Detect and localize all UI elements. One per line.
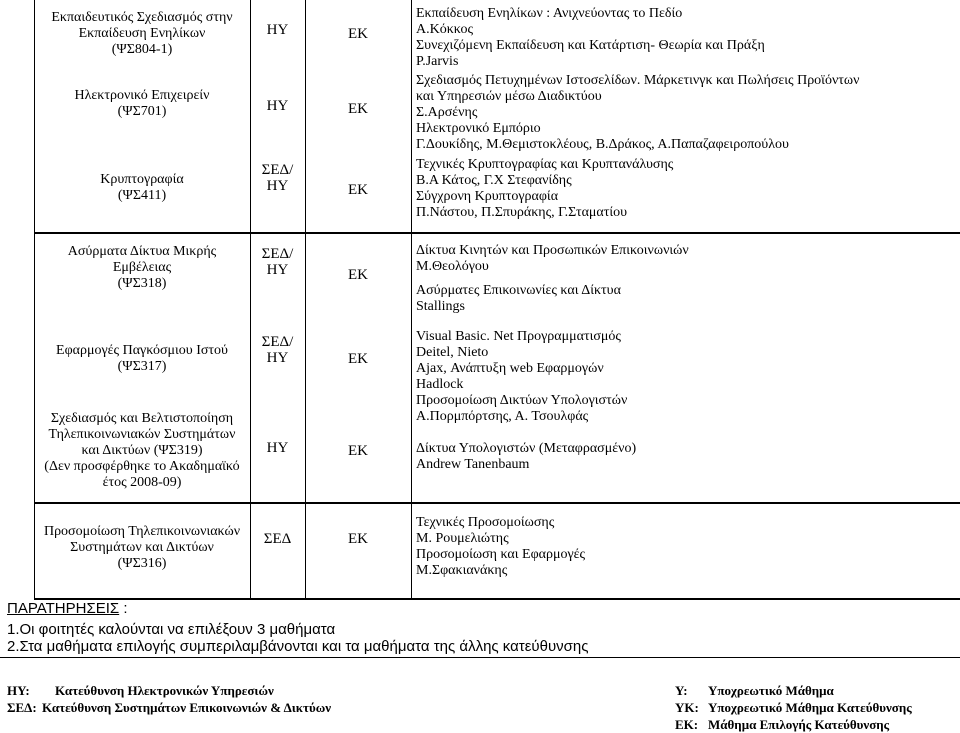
course-name-line: Συστημάτων και Δικτύων — [70, 540, 214, 555]
course-name — [36, 343, 248, 375]
grid-line — [411, 0, 412, 232]
course-books-line: Stallings — [416, 299, 466, 314]
course-name-line: Εφαρμογές Παγκόσμιου Ιστού — [56, 343, 228, 358]
course-name — [36, 524, 248, 572]
course-name-line: (Δεν προσφέρθηκε το Ακαδημαϊκό — [44, 459, 240, 474]
course-name-line: (ΨΣ804-1) — [111, 42, 173, 57]
course-books-line: Ajax, Ανάπτυξη web Εφαρμογών — [416, 361, 604, 376]
notes-divider — [0, 657, 960, 658]
note-1-text: Οι φοιτητές καλούνται να επιλέξουν 3 μαθήματα — [19, 621, 336, 638]
legend-ek — [675, 716, 889, 733]
course-books — [416, 243, 957, 315]
course-type: ΕΚ — [348, 182, 368, 198]
course-books — [416, 441, 957, 473]
legend-y-value: Υποχρεωτικό Μάθημα — [708, 683, 834, 698]
legend-hy — [7, 682, 274, 699]
course-name — [36, 244, 248, 292]
grid-line — [34, 0, 35, 232]
legend-hy-key: ΗΥ: — [7, 683, 30, 698]
course-books — [416, 73, 957, 153]
legend-sed — [7, 699, 331, 716]
course-track-line: ΣΕΔ/ — [261, 162, 294, 178]
course-type: ΕΚ — [348, 351, 368, 367]
course-track-line: ΗΥ — [266, 178, 289, 194]
course-books-line: Α.Πορμπόρτσης, Α. Τσουλφάς — [416, 409, 589, 424]
grid-line — [305, 232, 306, 502]
course-type: ΕΚ — [348, 267, 368, 283]
course-track — [252, 440, 303, 456]
course-name-line: (ΨΣ317) — [117, 359, 167, 374]
course-name-line: Εκπαίδευση Ενηλίκων — [78, 26, 206, 41]
course-track — [252, 98, 303, 114]
course-name — [36, 88, 248, 120]
course-name-line: Ασύρματα Δίκτυα Μικρής — [67, 244, 217, 259]
course-name-line: Τηλεπικοινωνιακών Συστημάτων — [48, 427, 236, 442]
course-track — [252, 22, 303, 38]
course-books-line: Δίκτυα Υπολογιστών (Μεταφρασμένο) — [416, 441, 637, 456]
course-name-line: (ΨΣ701) — [117, 104, 167, 119]
course-books-line: Τεχνικές Προσομοίωσης — [416, 515, 555, 530]
course-track-line: ΗΥ — [266, 262, 289, 278]
course-books-line: Μ. Ρουμελιώτης — [416, 531, 509, 546]
course-track-line: ΣΕΔ — [263, 531, 292, 547]
grid-line — [34, 598, 960, 600]
course-type: ΕΚ — [348, 443, 368, 459]
course-books-line — [416, 275, 957, 283]
course-books — [416, 329, 957, 425]
grid-line — [411, 232, 412, 502]
course-name-line: Εμβέλειας — [112, 260, 172, 275]
course-books-line: Hadlock — [416, 377, 464, 392]
course-name-line: Ηλεκτρονικό Επιχειρείν — [74, 88, 210, 103]
course-track — [252, 334, 303, 366]
grid-line — [250, 502, 251, 598]
notes-heading-line — [7, 600, 128, 617]
grid-line — [34, 232, 35, 502]
legend-yk — [675, 699, 912, 716]
course-name-line: Εκπαιδευτικός Σχεδιασμός στην — [51, 10, 233, 25]
course-books-line: Εκπαίδευση Ενηλίκων : Ανιχνεύοντας το Πεδίο — [416, 6, 683, 21]
course-name — [36, 172, 248, 204]
course-books-line: Σ.Αρσένης — [416, 105, 478, 120]
course-track — [252, 531, 303, 547]
course-books-line: Ηλεκτρονικό Εμπόριο — [416, 121, 541, 136]
course-track — [252, 162, 303, 194]
course-name-line: Κρυπτογραφία — [100, 172, 184, 187]
grid-line — [34, 502, 960, 504]
course-books-line: Π.Νάστου, Π.Σπυράκης, Γ.Σταματίου — [416, 205, 628, 220]
note-2-text: Στα μαθήματα επιλογής συμπεριλαμβάνονται και τα μαθήματα της άλλης κατεύθυνσης — [19, 638, 589, 655]
note-2-number: 2. — [7, 638, 20, 655]
course-name-line: Σχεδιασμός και Βελτιστοποίηση — [50, 411, 234, 426]
legend-y-key: Υ: — [675, 683, 688, 698]
legend-yk-key: ΥΚ: — [675, 700, 699, 715]
course-type: ΕΚ — [348, 26, 368, 42]
course-books — [416, 157, 957, 221]
course-track-line: ΗΥ — [266, 98, 289, 114]
course-books-line: Σύγχρονη Κρυπτογραφία — [416, 189, 559, 204]
course-books-line: Μ.Σφακιανάκης — [416, 563, 508, 578]
course-books-line: Α.Κόκκος — [416, 22, 474, 37]
grid-line — [250, 0, 251, 232]
course-track-line: ΣΕΔ/ — [261, 246, 294, 262]
course-track-line: ΣΕΔ/ — [261, 334, 294, 350]
course-books-line: Τεχνικές Κρυπτογραφίας και Κρυπτανάλυσης — [416, 157, 674, 172]
course-name-line: έτος 2008-09) — [102, 475, 182, 490]
course-books-line: Σχεδιασμός Πετυχημένων Ιστοσελίδων. Μάρκετινγκ και Πωλήσεις Προϊόντων — [416, 73, 860, 88]
legend-ek-value: Μάθημα Επιλογής Κατεύθυνσης — [708, 717, 890, 732]
course-books-line: Andrew Tanenbaum — [416, 457, 530, 472]
grid-line — [305, 502, 306, 598]
course-books-line: Ασύρματες Επικοινωνίες και Δίκτυα — [416, 283, 621, 298]
grid-line — [411, 502, 412, 598]
legend-sed-key: ΣΕΔ: — [7, 700, 37, 715]
legend-sed-value: Κατεύθυνση Συστημάτων Επικοινωνιών & Δικτύων — [42, 700, 332, 715]
course-books — [416, 515, 957, 579]
course-name-line: (ΨΣ318) — [117, 276, 167, 291]
grid-line — [34, 232, 960, 234]
course-type: ΕΚ — [348, 101, 368, 117]
course-books-line: Γ.Δουκίδης, Μ.Θεμιστοκλέους, Β.Δράκος, Α.Παπαζαφειροπούλου — [416, 137, 789, 152]
note-1-number: 1. — [7, 621, 20, 638]
course-track-line: ΗΥ — [266, 22, 289, 38]
course-books — [416, 6, 957, 70]
course-name-line: (ΨΣ316) — [117, 556, 167, 571]
course-name — [36, 411, 248, 491]
course-books-line: και Υπηρεσιών μέσω Διαδικτύου — [416, 89, 602, 104]
grid-line — [34, 502, 35, 598]
course-type: ΕΚ — [348, 531, 368, 547]
legend-yk-value: Υποχρεωτικό Μάθημα Κατεύθυνσης — [708, 700, 912, 715]
note-1 — [7, 621, 335, 638]
legend-y — [675, 682, 834, 699]
course-books-line: P.Jarvis — [416, 54, 459, 69]
note-2 — [7, 638, 589, 655]
course-books-line: Προσομοίωση και Εφαρμογές — [416, 547, 586, 562]
notes-colon: : — [119, 600, 128, 617]
course-books-line: Visual Basic. Net Προγραμματισμός — [416, 329, 621, 344]
course-books-line: Μ.Θεολόγου — [416, 259, 489, 274]
course-books-line: Προσομοίωση Δικτύων Υπολογιστών — [416, 393, 628, 408]
course-name-line: Προσομοίωση Τηλεπικοινωνιακών — [43, 524, 241, 539]
course-track-line: ΗΥ — [266, 350, 289, 366]
legend-ek-key: ΕΚ: — [675, 717, 699, 732]
course-track-line: ΗΥ — [266, 440, 289, 456]
grid-line — [250, 232, 251, 502]
course-books-line: Δίκτυα Κινητών και Προσωπικών Επικοινωνιών — [416, 243, 689, 258]
grid-line — [305, 0, 306, 232]
course-books-line: Συνεχιζόμενη Εκπαίδευση και Κατάρτιση- Θεωρία και Πράξη — [416, 38, 765, 53]
course-name — [36, 10, 248, 58]
course-track — [252, 246, 303, 278]
course-books-line: Β.Α Κάτος, Γ.Χ Στεφανίδης — [416, 173, 572, 188]
course-name-line: (ΨΣ411) — [117, 188, 167, 203]
notes-heading: ΠΑΡΑΤΗΡΗΣΕΙΣ — [7, 600, 120, 617]
legend-hy-value: Κατεύθυνση Ηλεκτρονικών Υπηρεσιών — [55, 683, 274, 698]
course-name-line: και Δικτύων (ΨΣ319) — [81, 443, 203, 458]
course-books-line: Deitel, Nieto — [416, 345, 489, 360]
